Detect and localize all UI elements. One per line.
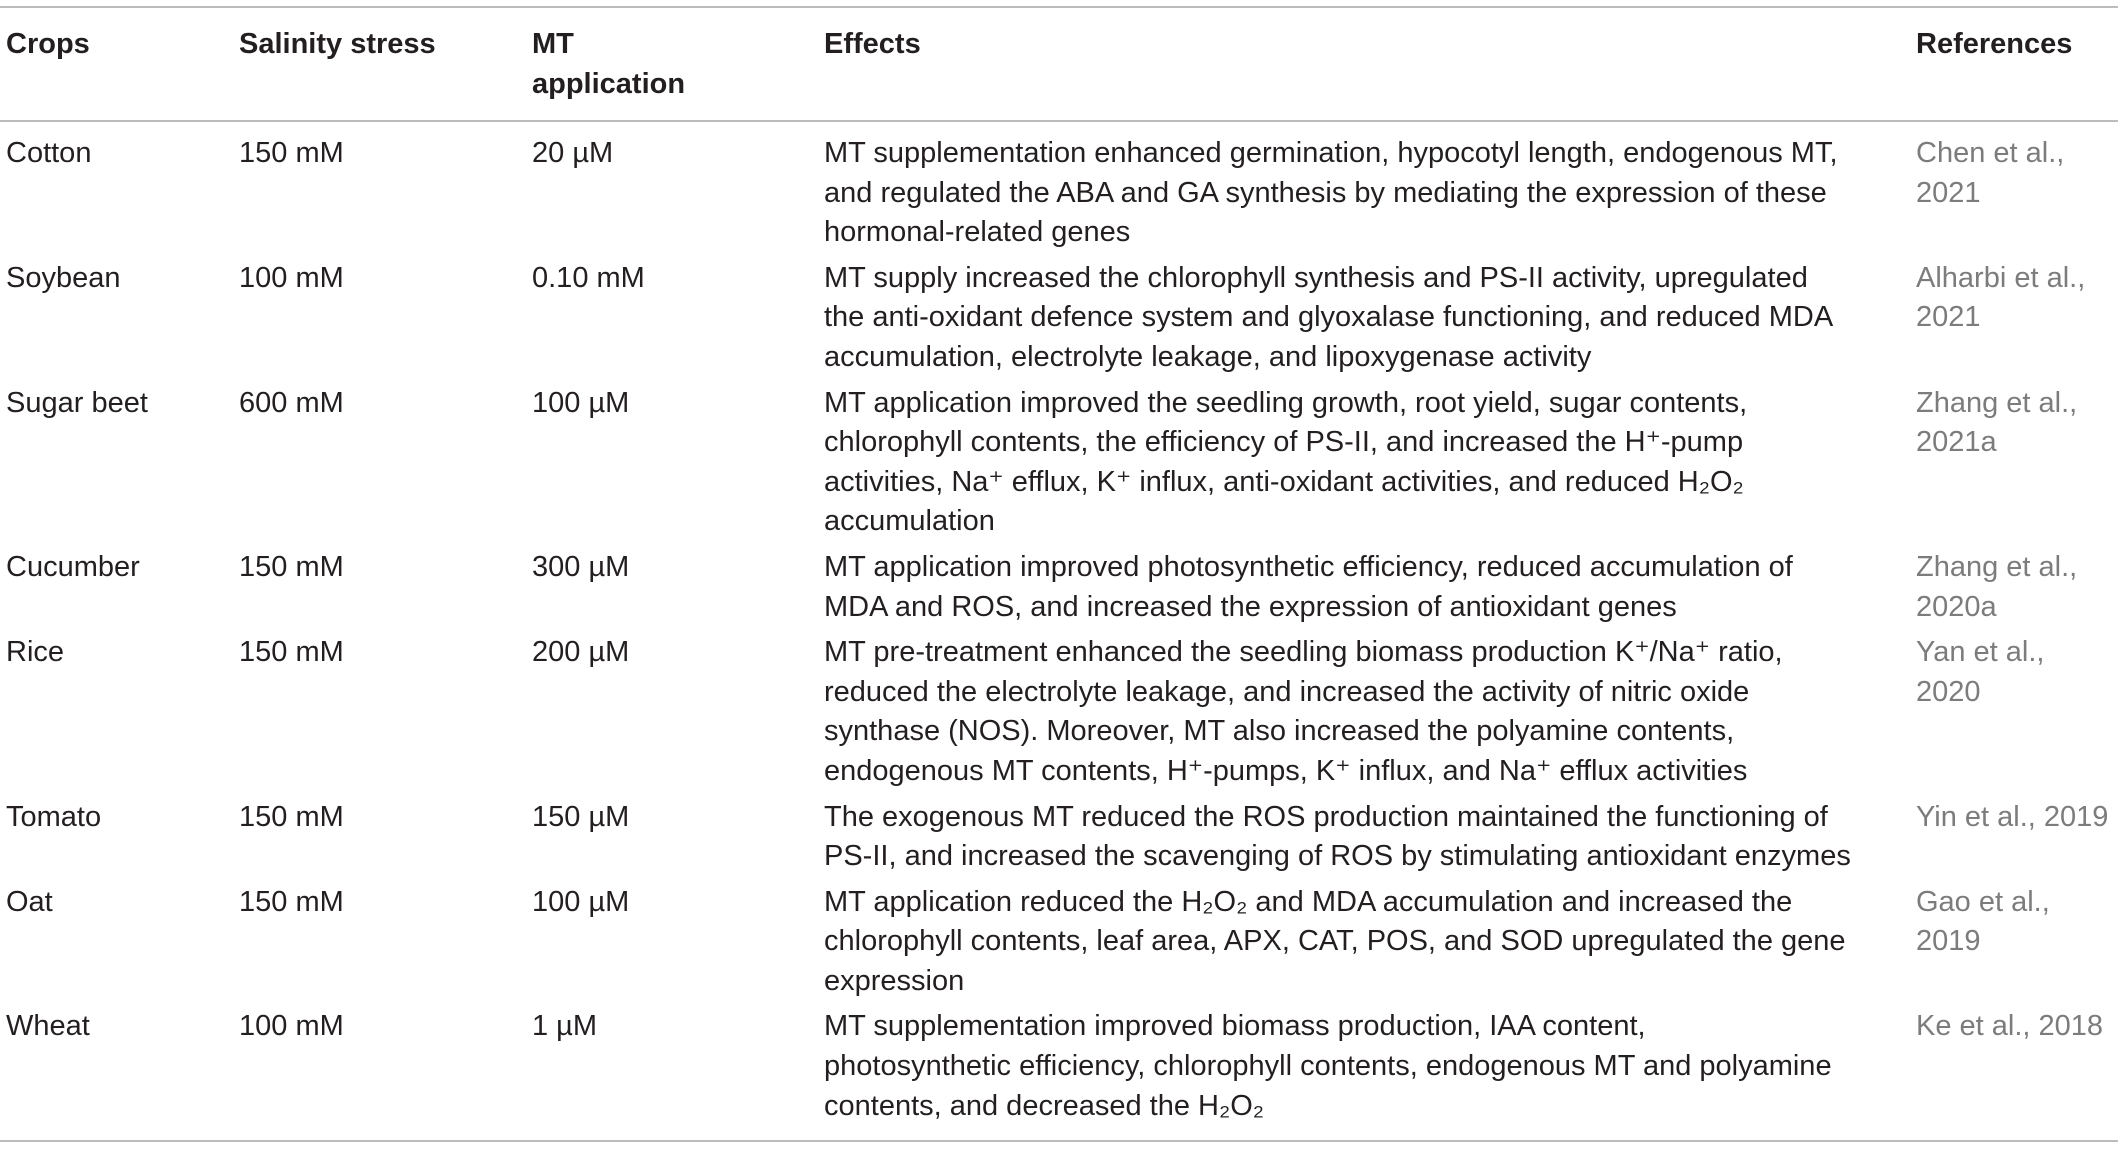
effects-cell: MT supply increased the chlorophyll synthesis and PS-II activity, upregulated the anti-oxidant defence system and glyoxalase functioning, and reduced MDA accumulation, electrolyte leakage, and lipoxygenase activity xyxy=(824,261,1834,373)
header-mt-application: MT application xyxy=(532,28,686,100)
table-row xyxy=(0,1007,2118,1141)
table-row xyxy=(0,633,2118,797)
reference-link[interactable]: Alharbi et al., 2021 xyxy=(1916,261,2086,334)
reference-link[interactable]: Ke et al., 2018 xyxy=(1916,1010,2104,1043)
salinity-cell: 100 mM xyxy=(239,1010,344,1043)
crop-cell: Wheat xyxy=(6,1010,90,1043)
salinity-cell: 100 mM xyxy=(239,261,344,294)
melatonin-salinity-table xyxy=(0,6,2118,1142)
header-effects: Effects xyxy=(824,28,921,60)
salinity-cell: 150 mM xyxy=(239,137,344,169)
reference-link[interactable]: Chen et al., 2021 xyxy=(1916,137,2065,209)
header-crops: Crops xyxy=(6,28,90,60)
effects-cell: MT application reduced the H₂O₂ and MDA accumulation and increased the chlorophyll contents, leaf area, APX, CAT, POS, and SOD upregulated the gene expression xyxy=(824,885,1846,997)
header-salinity-stress: Salinity stress xyxy=(239,28,436,60)
table-row xyxy=(0,883,2118,1008)
crop-cell: Cucumber xyxy=(6,550,140,583)
crop-cell: Sugar beet xyxy=(6,386,148,419)
mt-cell: 1 µM xyxy=(532,1010,598,1043)
melatonin-salinity-table-container xyxy=(0,6,2118,1142)
salinity-cell: 150 mM xyxy=(239,636,344,669)
crop-cell: Tomato xyxy=(6,800,102,833)
reference-link[interactable]: Gao et al., 2019 xyxy=(1916,885,2050,958)
mt-cell: 20 µM xyxy=(532,137,614,169)
header-references: References xyxy=(1916,28,2073,60)
table-row xyxy=(0,121,2118,259)
salinity-cell: 600 mM xyxy=(239,386,344,419)
reference-link[interactable]: Zhang et al., 2021a xyxy=(1916,386,2078,459)
crop-cell: Rice xyxy=(6,636,65,669)
crop-cell: Cotton xyxy=(6,137,92,169)
effects-cell: The exogenous MT reduced the ROS production maintained the functioning of PS-II, and increased the scavenging of ROS by stimulating antioxidant enzymes xyxy=(824,800,1851,873)
salinity-cell: 150 mM xyxy=(239,800,344,833)
mt-cell: 300 µM xyxy=(532,550,630,583)
table-body xyxy=(0,121,2118,1141)
table-header xyxy=(0,7,2118,121)
effects-cell: MT application improved the seedling growth, root yield, sugar contents, chlorophyll contents, the efficiency of PS-II, and increased the H⁺-pump activities, Na⁺ efflux, K⁺ influx, anti-oxidant activities, and reduced H₂O₂ accumulation xyxy=(824,386,1748,538)
salinity-cell: 150 mM xyxy=(239,885,344,918)
mt-cell: 100 µM xyxy=(532,885,630,918)
header-row xyxy=(0,7,2118,121)
reference-link[interactable]: Zhang et al., 2020a xyxy=(1916,550,2078,623)
salinity-cell: 150 mM xyxy=(239,550,344,583)
table-row xyxy=(0,384,2118,548)
mt-cell: 200 µM xyxy=(532,636,630,669)
effects-cell: MT application improved photosynthetic efficiency, reduced accumulation of MDA and ROS, and increased the expression of antioxidant genes xyxy=(824,550,1793,623)
effects-cell: MT supplementation improved biomass production, IAA content, photosynthetic efficiency, chlorophyll contents, endogenous MT and polyamine contents, and decreased the H₂O₂ xyxy=(824,1010,1832,1122)
reference-link[interactable]: Yan et al., 2020 xyxy=(1916,636,2053,708)
reference-link[interactable]: Yin et al., 2019 xyxy=(1916,800,2109,833)
mt-cell: 100 µM xyxy=(532,386,630,419)
crop-cell: Oat xyxy=(6,885,53,918)
table-row xyxy=(0,798,2118,883)
table-row xyxy=(0,548,2118,633)
table-row xyxy=(0,259,2118,384)
effects-cell: MT supplementation enhanced germination, hypocotyl length, endogenous MT, and regulated the ABA and GA synthesis by mediating the expression of these hormonal-related genes xyxy=(824,137,1838,249)
effects-cell: MT pre-treatment enhanced the seedling biomass production K⁺/Na⁺ ratio, reduced the electrolyte leakage, and increased the activity of nitric oxide synthase (NOS). Moreover, MT also increased the polyamine contents, endogenous MT contents, H⁺-pumps, K⁺ influx, and Na⁺ efflux activities xyxy=(824,636,1783,787)
mt-cell: 150 µM xyxy=(532,800,630,833)
crop-cell: Soybean xyxy=(6,261,121,294)
mt-cell: 0.10 mM xyxy=(532,261,645,294)
